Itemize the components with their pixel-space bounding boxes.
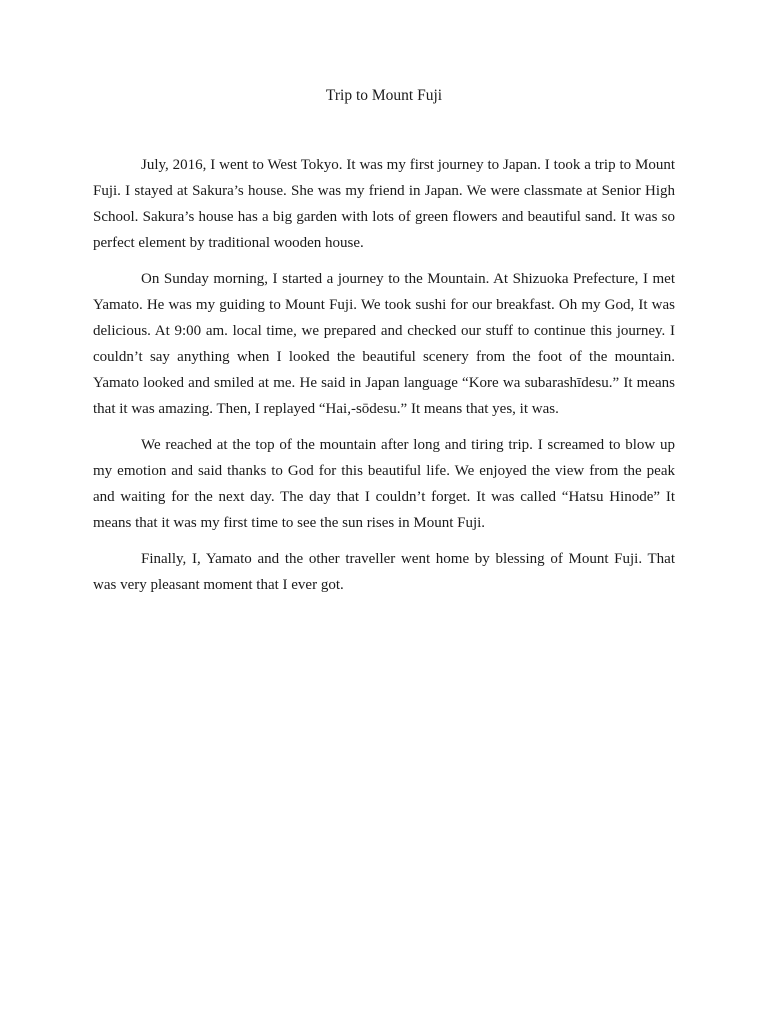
paragraph-3: We reached at the top of the mountain after long and tiring trip. I screamed to blow up my emotion and said thanks to God for this beautiful life. We enjoyed the view from the peak and waiting for the next day. The day that I couldn’t forget. It was called “Hatsu Hinode” It means that it was my first time to see the sun rises in Mount Fuji. — [93, 437, 675, 531]
paragraph-2: On Sunday morning, I started a journey to the Mountain. At Shizuoka Prefecture, I met Yamato. He was my guiding to Mount Fuji. We took sushi for our breakfast. Oh my God, It was delicious. At 9:00 am. local time, we prepared and checked our stuff to continue this journey. I couldn’t say anything when I looked the beautiful scenery from the foot of the mountain. Yamato looked and smiled at me. He said in Japan language “Kore wa subarashīdesu.” It means that it was amazing. Then, I replayed “Hai,-sōdesu.” It means that yes, it was. — [93, 271, 675, 417]
paragraph-1: July, 2016, I went to West Tokyo. It was my first journey to Japan. I took a trip to Mount Fuji. I stayed at Sakura’s house. She was my friend in Japan. We were classmate at Senior High School. Sakura’s house has a big garden with lots of green flowers and beautiful sand. It was so perfect element by traditional wooden house. — [93, 157, 675, 251]
document-body — [93, 152, 675, 608]
document-title: Trip to Mount Fuji — [325, 87, 443, 104]
paragraph-4: Finally, I, Yamato and the other traveller went home by blessing of Mount Fuji. That was very pleasant moment that I ever got. — [93, 551, 675, 593]
